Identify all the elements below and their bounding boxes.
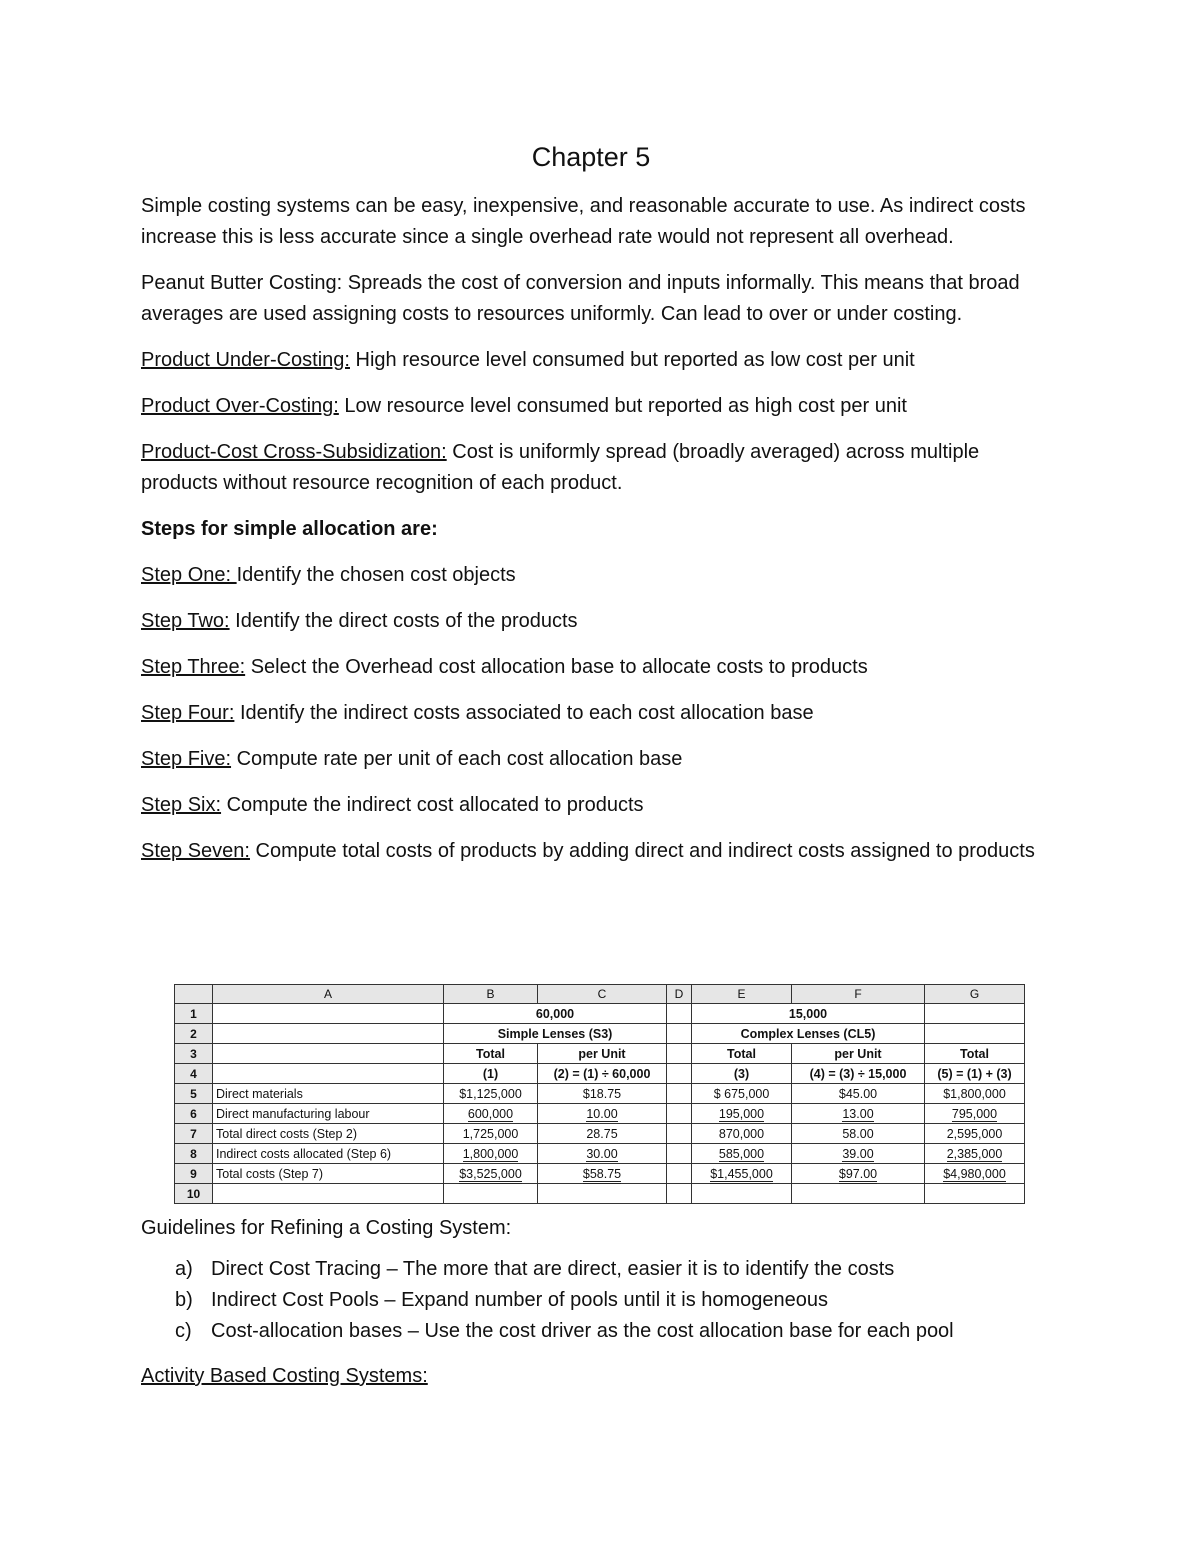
table-row [175, 1104, 1025, 1124]
formula-cell: (4) = (3) ÷ 15,000 [792, 1064, 925, 1084]
list-item [175, 1316, 1041, 1347]
value-cell: $58.75 [583, 1167, 621, 1184]
step-one [141, 560, 1041, 591]
value-cell: 13.00 [842, 1106, 874, 1121]
cl5-units: 15,000 [692, 1004, 925, 1024]
step-four [141, 698, 1041, 729]
row-label: Total costs (Step 7) [213, 1164, 444, 1184]
column-header: F [792, 985, 925, 1004]
costing-table [174, 984, 1025, 1204]
guidelines-section [141, 1213, 1041, 1392]
row-label: Indirect costs allocated (Step 6) [213, 1144, 444, 1164]
abc-heading: Activity Based Costing Systems: [141, 1365, 428, 1387]
step-text: Compute the indirect cost allocated to products [221, 794, 644, 816]
definition-cross-subsidization [141, 437, 1041, 499]
list-marker: c) [175, 1320, 192, 1342]
value-cell: 30.00 [586, 1146, 618, 1161]
corner-cell [175, 985, 213, 1004]
header-cell: Total [444, 1044, 538, 1064]
step-text: Identify the indirect costs associated to each cost allocation base [234, 702, 814, 724]
value-cell: 2,385,000 [946, 1146, 1003, 1161]
table-row [175, 1164, 1025, 1184]
row-number: 1 [175, 1004, 213, 1024]
formula-cell: (5) = (1) + (3) [925, 1064, 1025, 1084]
value-cell: 795,000 [951, 1106, 998, 1121]
step-text: Identify the chosen cost objects [236, 564, 516, 586]
row-number: 6 [175, 1104, 213, 1124]
list-item-text: Cost-allocation bases – Use the cost driver as the cost allocation base for each pool [211, 1320, 954, 1342]
value-cell: $4,980,000 [943, 1167, 1006, 1184]
value-cell: $1,455,000 [710, 1167, 773, 1184]
definition-term: Product-Cost Cross-Subsidization: [141, 441, 447, 463]
header-cell: Total [692, 1044, 792, 1064]
formula-cell: (2) = (1) ÷ 60,000 [538, 1064, 667, 1084]
table-row [175, 1144, 1025, 1164]
value-cell: $97.00 [839, 1167, 877, 1184]
list-item [175, 1254, 1041, 1285]
list-item-text: Direct Cost Tracing – The more that are direct, easier it is to identify the costs [211, 1258, 895, 1280]
list-marker: a) [175, 1258, 193, 1280]
definition-under-costing [141, 345, 1041, 376]
peanut-butter-paragraph: Peanut Butter Costing: Spreads the cost of conversion and inputs informally. This means that broad averages are used assigning costs to resources uniformly. Can lead to over or under costing. [141, 272, 1020, 325]
step-term: Step Four: [141, 702, 235, 724]
formula-cell: (3) [692, 1064, 792, 1084]
step-text: Compute rate per unit of each cost allocation base [231, 748, 683, 770]
value-cell: 39.00 [842, 1146, 874, 1161]
document-body [141, 140, 1041, 882]
cl5-label: Complex Lenses (CL5) [692, 1024, 925, 1044]
column-header: E [692, 985, 792, 1004]
definition-text: Low resource level consumed but reported as high cost per unit [338, 395, 907, 417]
step-five [141, 744, 1041, 775]
list-marker: b) [175, 1289, 193, 1311]
step-text: Compute total costs of products by adding direct and indirect costs assigned to products [249, 840, 1035, 862]
step-text: Select the Overhead cost allocation base to allocate costs to products [245, 656, 868, 678]
step-term: Step Seven: [141, 840, 250, 862]
value-cell: $ 675,000 [692, 1084, 792, 1104]
header-cell: per Unit [792, 1044, 925, 1064]
step-six [141, 790, 1041, 821]
header-cell: Total [925, 1044, 1025, 1064]
step-seven [141, 836, 1041, 867]
value-cell: 10.00 [586, 1106, 618, 1121]
value-cell: 600,000 [467, 1106, 514, 1121]
row-number: 7 [175, 1124, 213, 1144]
table-row [175, 1024, 1025, 1044]
value-cell: 1,725,000 [444, 1124, 538, 1144]
column-header: C [538, 985, 667, 1004]
row-label: Total direct costs (Step 2) [213, 1124, 444, 1144]
list-item [175, 1285, 1041, 1316]
step-two [141, 606, 1041, 637]
value-cell: $1,125,000 [444, 1084, 538, 1104]
table-row [175, 1004, 1025, 1024]
intro-paragraph: Simple costing systems can be easy, inexpensive, and reasonable accurate to use. As indirect costs increase this is less accurate since a single overhead rate would not represent all overhead. [141, 195, 1026, 248]
column-header: D [667, 985, 692, 1004]
row-number: 5 [175, 1084, 213, 1104]
value-cell: 870,000 [692, 1124, 792, 1144]
list-item-text: Indirect Cost Pools – Expand number of pools until it is homogeneous [211, 1289, 829, 1311]
value-cell: 195,000 [718, 1106, 765, 1121]
definition-text: High resource level consumed but reported as low cost per unit [349, 349, 915, 371]
step-term: Step Three: [141, 656, 246, 678]
spreadsheet-image [174, 984, 1025, 1204]
definition-term: Product Over-Costing: [141, 395, 339, 417]
value-cell: 1,800,000 [462, 1146, 519, 1161]
row-number: 3 [175, 1044, 213, 1064]
definition-text: Cost is uniformly spread (broadly averaged) across multiple products without resource recognition of each product. [141, 441, 980, 494]
row-label: Direct materials [213, 1084, 444, 1104]
value-cell: $1,800,000 [925, 1084, 1025, 1104]
definition-over-costing [141, 391, 1041, 422]
header-cell: per Unit [538, 1044, 667, 1064]
column-header: A [213, 985, 444, 1004]
guidelines-heading: Guidelines for Refining a Costing System: [141, 1217, 512, 1239]
value-cell: 585,000 [718, 1146, 765, 1161]
table-row [175, 1064, 1025, 1084]
value-cell: $18.75 [538, 1084, 667, 1104]
definition-term: Product Under-Costing: [141, 349, 350, 371]
table-row [175, 1124, 1025, 1144]
s3-units: 60,000 [444, 1004, 667, 1024]
row-number: 10 [175, 1184, 213, 1204]
value-cell: 58.00 [792, 1124, 925, 1144]
table-row [175, 1184, 1025, 1204]
row-number: 4 [175, 1064, 213, 1084]
guidelines-list [141, 1254, 1041, 1347]
column-header-row [175, 985, 1025, 1004]
step-term: Step Five: [141, 748, 232, 770]
value-cell: $45.00 [792, 1084, 925, 1104]
step-term: Step Two: [141, 610, 230, 632]
page-title: Chapter 5 [531, 142, 651, 172]
formula-cell: (1) [444, 1064, 538, 1084]
column-header: G [925, 985, 1025, 1004]
column-header: B [444, 985, 538, 1004]
row-number: 9 [175, 1164, 213, 1184]
steps-heading: Steps for simple allocation are: [141, 518, 438, 540]
step-term: Step One: [141, 564, 237, 586]
table-row [175, 1044, 1025, 1064]
step-term: Step Six: [141, 794, 222, 816]
step-text: Identify the direct costs of the products [229, 610, 578, 632]
row-label: Direct manufacturing labour [213, 1104, 444, 1124]
table-row [175, 1084, 1025, 1104]
s3-label: Simple Lenses (S3) [444, 1024, 667, 1044]
step-three [141, 652, 1041, 683]
row-number: 2 [175, 1024, 213, 1044]
row-number: 8 [175, 1144, 213, 1164]
value-cell: 28.75 [538, 1124, 667, 1144]
value-cell: 2,595,000 [925, 1124, 1025, 1144]
value-cell: $3,525,000 [459, 1167, 522, 1184]
